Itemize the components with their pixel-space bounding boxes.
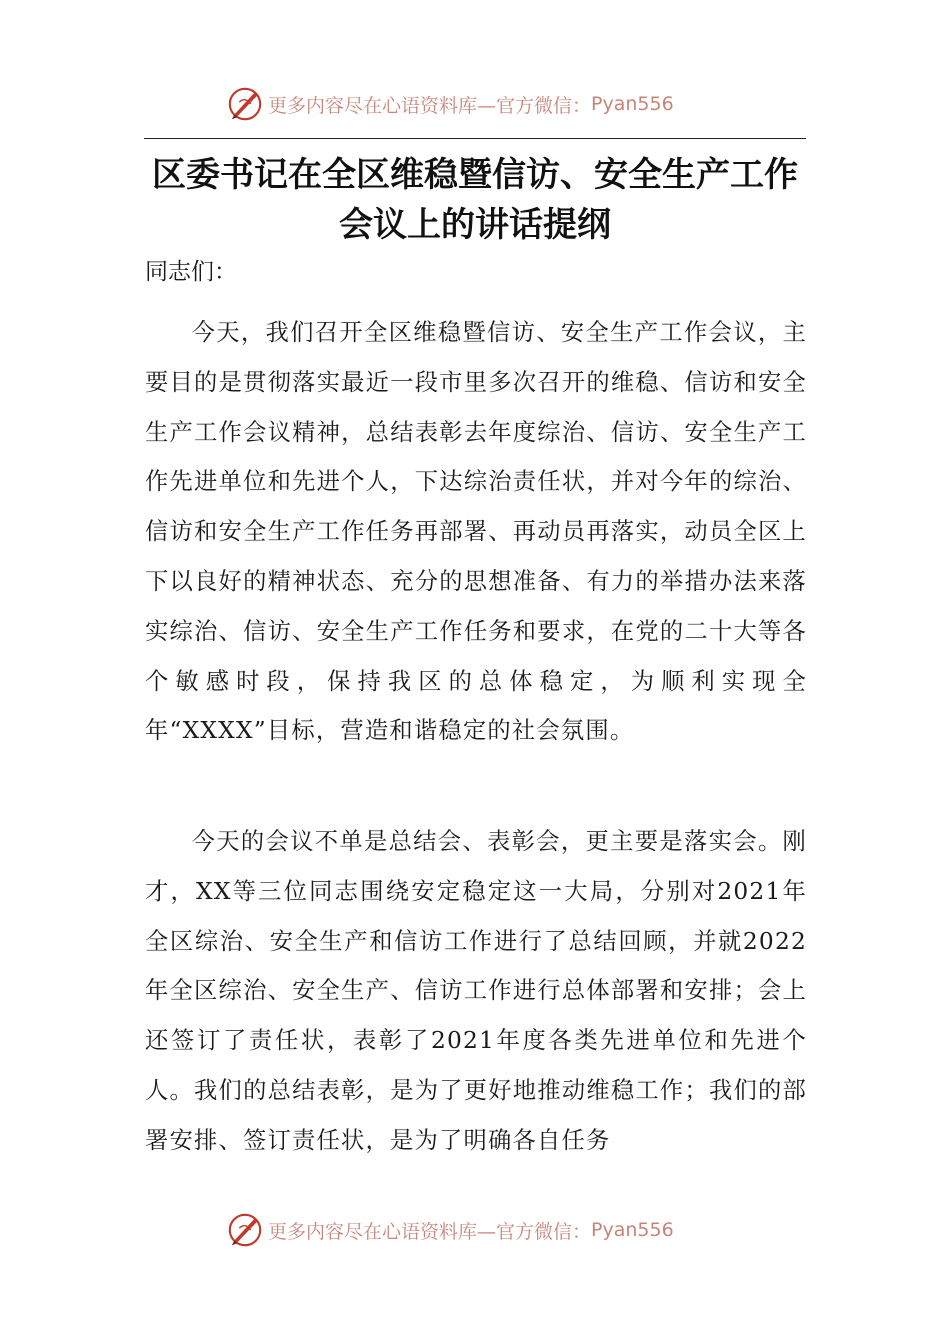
document-title: 区委书记在全区维稳暨信访、安全生产工作会议上的讲话提纲 [152, 155, 798, 245]
paragraph-2: 今天的会议不单是总结会、表彰会，更主要是落实会。刚才，XX等三位同志围绕安定稳定这一大局，分别对2021年全区综治、安全生产和信访工作进行了总结回顾，并就2022年全区综治、安全生产、信访工作进行总体部署和安排；会上还签订了责任状，表彰了2021年度各类先进单位和先进个人。我们的总结表彰，是为了更好地推动维稳工作；我们的部署安排、签订责任状，是为了明确各自任务 [145, 828, 807, 1154]
banner-wechat-id: Pyan556 [591, 1219, 674, 1241]
banner-wechat-id: Pyan556 [591, 93, 674, 115]
banner-text: 更多内容尽在心语资料库—官方微信： [268, 1220, 592, 1243]
greeting: 同志们： [145, 259, 237, 285]
header-banner [226, 84, 674, 124]
footer-banner [226, 1210, 674, 1250]
pen-circle-logo-icon [226, 85, 264, 123]
paragraph-1: 今天，我们召开全区维稳暨信访、安全生产工作会议，主要目的是贯彻落实最近一段市里多次召开的维稳、信访和安全生产工作会议精神，总结表彰去年度综治、信访、安全生产工作先进单位和先进个人，下达综治责任状，并对今年的综治、信访和安全生产工作任务再部署、再动员再落实，动员全区上下以良好的精神状态、充分的思想准备、有力的举措办法来落实综治、信访、安全生产工作任务和要求，在党的二十大等各个敏感时段，保持我区的总体稳定，为顺利实现全年“XXXX”目标，营造和谐稳定的社会氛围。 [145, 319, 807, 745]
banner-text: 更多内容尽在心语资料库—官方微信： [268, 94, 592, 117]
header-divider [144, 138, 806, 139]
pen-circle-logo-icon [226, 1211, 264, 1249]
